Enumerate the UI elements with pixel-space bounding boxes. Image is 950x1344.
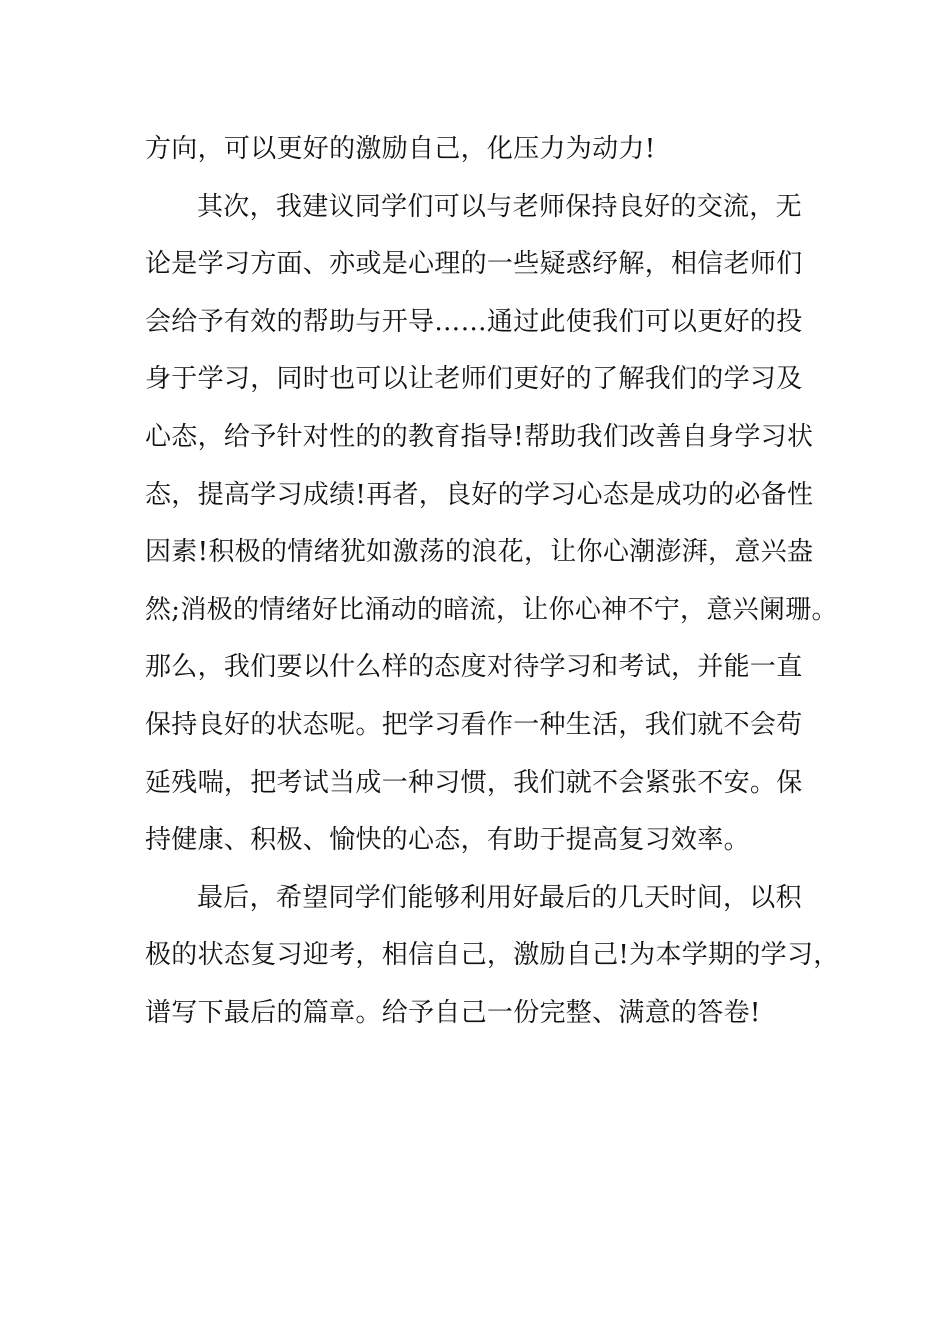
text-line: 因素!积极的情绪犹如激荡的浪花，让你心潮澎湃，意兴盎 <box>145 537 814 568</box>
text-line: 那么，我们要以什么样的态度对待学习和考试，并能一直 <box>145 652 803 683</box>
text-line: 身于学习，同时也可以让老师们更好的了解我们的学习及 <box>145 364 803 395</box>
text-line: 然;消极的情绪好比涌动的暗流，让你心神不宁，意兴阑珊。 <box>145 594 838 625</box>
text-line: 论是学习方面、亦或是心理的一些疑惑纾解，相信老师们 <box>145 249 803 280</box>
body-text <box>145 121 840 1043</box>
text-line-paragraph-start: 其次，我建议同学们可以与老师保持良好的交流，无 <box>197 191 802 222</box>
text-line: 会给予有效的帮助与开导……通过此使我们可以更好的投 <box>145 306 803 337</box>
text-line: 延残喘，把考试当成一种习惯，我们就不会紧张不安。保 <box>145 767 803 798</box>
text-line: 态，提高学习成绩!再者，良好的学习心态是成功的必备性 <box>145 479 814 510</box>
text-line: 极的状态复习迎考，相信自己，激励自己!为本学期的学习， <box>145 940 840 971</box>
text-line: 谱写下最后的篇章。给予自己一份完整、满意的答卷! <box>145 997 761 1028</box>
text-line: 方向，可以更好的激励自己，化压力为动力! <box>145 134 656 164</box>
text-line: 持健康、积极、愉快的心态，有助于提高复习效率。 <box>145 825 750 856</box>
text-line: 保持良好的状态呢。把学习看作一种生活，我们就不会苟 <box>145 709 803 740</box>
text-line-paragraph-start: 最后，希望同学们能够利用好最后的几天时间，以积 <box>197 882 802 913</box>
text-line: 心态，给予针对性的的教育指导!帮助我们改善自身学习状 <box>145 421 814 452</box>
